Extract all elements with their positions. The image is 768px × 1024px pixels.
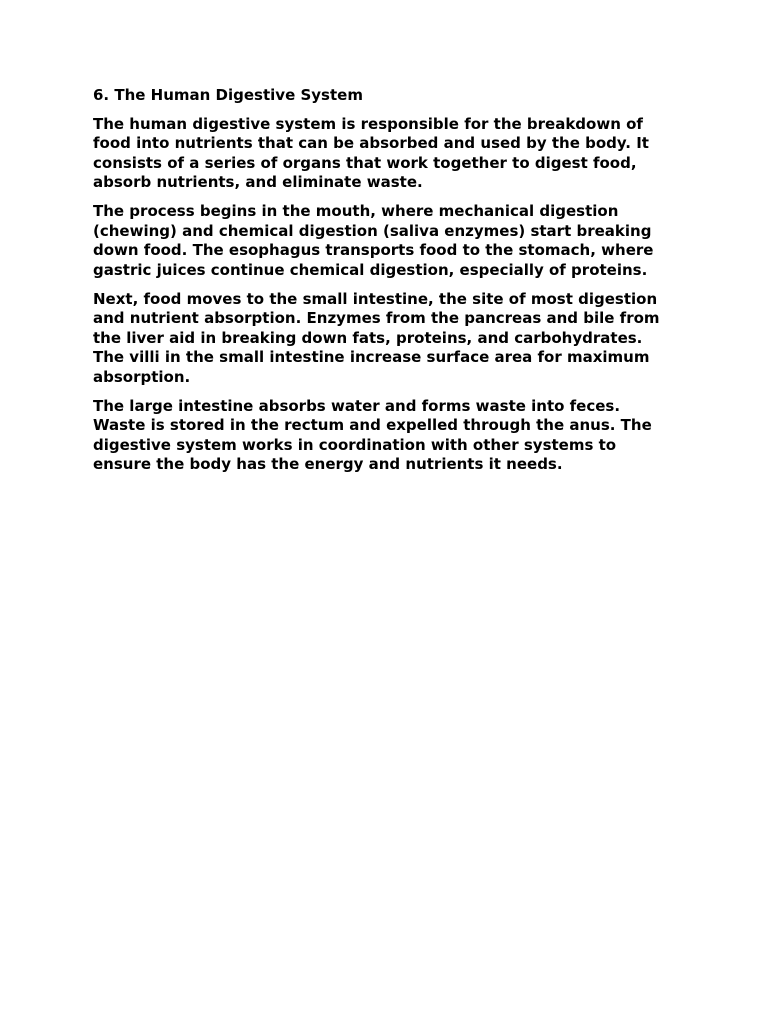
section-heading: 6. The Human Digestive System — [93, 86, 363, 104]
paragraph-large-intestine: The large intestine absorbs water and forms waste into feces. Waste is stored in the rectum and expelled through the anus. The digestive system works in coordination with other systems to ensure the body has the energy and nutrients it needs. — [93, 396, 652, 473]
paragraph-mouth-stomach: The process begins in the mouth, where mechanical digestion (chewing) and chemical digestion (saliva enzymes) start breaking down food. The esophagus transports food to the stomach, where gastric juices continue chemical digestion, especially of proteins. — [93, 202, 654, 279]
paragraph-small-intestine: Next, food moves to the small intestine, the site of most digestion and nutrient absorption. Enzymes from the pancreas and bile from the liver aid in breaking down fats, proteins, and carbohydrates. The villi in the small intestine increase surface area for maximum absorption. — [93, 289, 660, 386]
paragraph-intro: The human digestive system is responsible for the breakdown of food into nutrients that can be absorbed and used by the body. It consists of a series of organs that work together to digest food, absorb nutrients, and eliminate waste. — [93, 114, 649, 191]
